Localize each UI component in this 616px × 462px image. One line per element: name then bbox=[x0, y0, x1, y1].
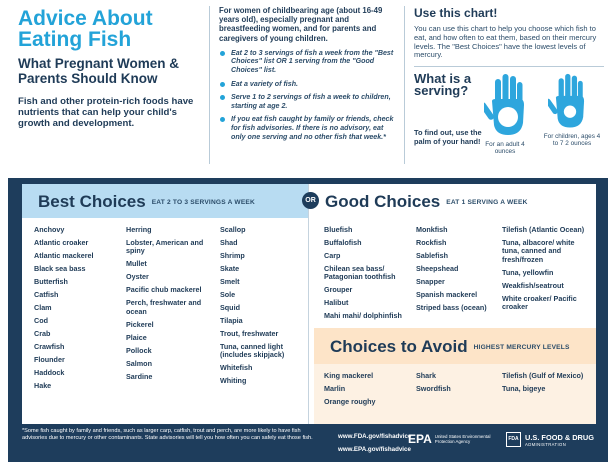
list-item: Tilefish (Atlantic Ocean) bbox=[502, 225, 585, 234]
list-item: Flounder bbox=[34, 355, 65, 364]
list-item: Tilapia bbox=[220, 316, 243, 325]
list-item: Salmon bbox=[126, 358, 152, 368]
list-item: Bluefish bbox=[324, 225, 353, 234]
bullet-icon bbox=[220, 117, 225, 122]
good-choices-title: Good Choices bbox=[325, 192, 441, 211]
list-item: Butterfish bbox=[34, 277, 68, 286]
list-item: Spanish mackerel bbox=[416, 290, 478, 299]
list-item: Black sea bass bbox=[34, 264, 86, 273]
list-item: Swordfish bbox=[416, 384, 451, 393]
list-item: Lobster, American and spiny bbox=[126, 238, 204, 256]
list-item: Sheepshead bbox=[416, 264, 459, 273]
list-item: Skate bbox=[220, 264, 240, 273]
divider bbox=[414, 66, 604, 67]
list-item: Herring bbox=[126, 225, 152, 234]
footer bbox=[22, 428, 596, 458]
intro-text: Fish and other protein-rich foods have nutrients that can help your child's growth and development. bbox=[18, 96, 194, 129]
page-subtitle: What Pregnant Women & Parents Should Know bbox=[18, 56, 180, 86]
list-item: Clam bbox=[34, 303, 52, 312]
child-caption: For children, ages 4 to 7 2 ounces bbox=[543, 133, 601, 148]
best-choices-note: EAT 2 TO 3 SERVINGS A WEEK bbox=[151, 199, 255, 207]
footer-links bbox=[338, 430, 411, 456]
list-item: Marlin bbox=[324, 384, 346, 393]
list-item: Smelt bbox=[220, 277, 240, 286]
fda-logo bbox=[506, 432, 594, 447]
advice-column bbox=[219, 6, 397, 146]
serving-section bbox=[414, 73, 610, 168]
list-item: Pickerel bbox=[126, 319, 154, 329]
avoid-list-3 bbox=[502, 372, 592, 398]
epa-logo bbox=[408, 432, 495, 446]
divider bbox=[404, 6, 405, 164]
list-item: Trout, freshwater bbox=[220, 329, 279, 338]
list-item: Weakfish/seatrout bbox=[502, 280, 564, 290]
good-choices-list-1 bbox=[324, 226, 408, 325]
epa-logo-text: EPA bbox=[408, 432, 432, 446]
list-item: Chilean sea bass/ Patagonian toothfish bbox=[324, 264, 396, 282]
advice-item: Eat a variety of fish. bbox=[219, 80, 397, 89]
page-title: Advice About Eating Fish bbox=[18, 7, 153, 51]
list-item: Catfish bbox=[34, 290, 59, 299]
list-item: Mahi mahi/ dolphinfish bbox=[324, 311, 402, 321]
list-item: Whiting bbox=[220, 376, 247, 386]
fda-logo-subtext: ADMINISTRATION bbox=[525, 441, 567, 447]
list-item: Cod bbox=[34, 316, 48, 325]
best-choices-list-2 bbox=[126, 226, 212, 386]
bullet-icon bbox=[220, 51, 225, 56]
list-item: Monkfish bbox=[416, 225, 448, 234]
avoid-choices-note: HIGHEST MERCURY LEVELS bbox=[473, 344, 570, 352]
list-item: Haddock bbox=[34, 368, 65, 377]
epa-logo-subtext: United States Environmental Protection Agency bbox=[434, 434, 491, 444]
list-item: Squid bbox=[220, 303, 240, 312]
adult-caption: For an adult 4 ounces bbox=[485, 141, 525, 156]
advice-item: If you eat fish caught by family or friends, check for fish advisories. If there is no advisory, eat only one serving and no other fish that week.* bbox=[219, 115, 397, 141]
list-item: Atlantic croaker bbox=[34, 238, 89, 247]
list-item: Pacific chub mackerel bbox=[126, 285, 202, 295]
list-item: Tuna, canned light (includes skipjack) bbox=[220, 342, 285, 360]
fda-logo-text: U.S. FOOD & DRUG bbox=[525, 432, 594, 442]
use-chart-text: You can use this chart to help you choose which fish to eat, and how often to eat them, based on their mercury levels. The "Best Choices" have the lowest levels of mercury. bbox=[414, 24, 597, 60]
list-item: Crab bbox=[34, 329, 51, 338]
list-item: Rockfish bbox=[416, 238, 447, 247]
list-item: Shark bbox=[416, 371, 436, 380]
list-item: Perch, freshwater and ocean bbox=[126, 298, 202, 316]
serving-note: To find out, use the palm of your hand! bbox=[414, 128, 482, 146]
list-item: Tuna, yellowfin bbox=[502, 267, 554, 277]
advice-lead: For women of childbearing age (about 16-49 years old), especially pregnant and breastfeeding women, and for parents and caregivers of young children. bbox=[219, 6, 383, 43]
good-choices-header bbox=[308, 184, 596, 218]
advice-list bbox=[219, 49, 397, 141]
fish-chart bbox=[22, 184, 596, 424]
list-item: Buffalofish bbox=[324, 238, 362, 247]
avoid-choices-area bbox=[314, 364, 596, 424]
list-item: Oyster bbox=[126, 272, 149, 282]
serving-title: What is a serving? bbox=[414, 71, 472, 99]
best-choices-list-1 bbox=[34, 226, 116, 395]
divider bbox=[308, 218, 309, 424]
avoid-choices-header bbox=[314, 328, 596, 364]
list-item: Shrimp bbox=[220, 251, 245, 260]
best-choices-list-3 bbox=[220, 226, 304, 390]
fda-link[interactable]: www.FDA.gov/fishadvice bbox=[338, 433, 412, 440]
good-choices-list-3 bbox=[502, 226, 592, 316]
list-item: Plaice bbox=[126, 332, 147, 342]
list-item: Tilefish (Gulf of Mexico) bbox=[502, 371, 584, 380]
footnote: *Some fish caught by family and friends, such as larger carp, catfish, trout and perch, are more likely to have fish advisories due to mercury or other contaminants. State advisories will tell you how often you can safely eat those fish. bbox=[22, 428, 313, 441]
title-column bbox=[18, 8, 203, 129]
list-item: Anchovy bbox=[34, 225, 65, 234]
good-choices-note: EAT 1 SERVING A WEEK bbox=[446, 199, 528, 207]
avoid-list-2 bbox=[416, 372, 496, 398]
good-choices-list-2 bbox=[416, 226, 496, 317]
list-item: Snapper bbox=[416, 277, 445, 286]
use-chart-title: Use this chart! bbox=[414, 6, 498, 20]
list-item: Whitefish bbox=[220, 363, 253, 373]
chart-help-column bbox=[414, 6, 610, 168]
best-choices-header bbox=[22, 184, 308, 218]
advice-item: Eat 2 to 3 servings of fish a week from the "Best Choices" list OR 1 serving from the "Good Choices" list. bbox=[219, 49, 397, 75]
list-item: Scallop bbox=[220, 225, 246, 234]
list-item: White croaker/ Pacific croaker bbox=[502, 293, 577, 312]
epa-link[interactable]: www.EPA.gov/fishadvice bbox=[338, 446, 411, 453]
list-item: Crawfish bbox=[34, 342, 65, 351]
list-item: Tuna, albacore/ white tuna, canned and fresh/frozen bbox=[502, 238, 575, 264]
list-item: Sardine bbox=[126, 371, 153, 381]
or-badge: OR bbox=[302, 192, 319, 209]
list-item: King mackerel bbox=[324, 371, 374, 380]
list-item: Tuna, bigeye bbox=[502, 384, 546, 393]
fish-chart-panel bbox=[8, 178, 608, 462]
list-item: Grouper bbox=[324, 285, 353, 295]
avoid-choices-title: Choices to Avoid bbox=[330, 337, 468, 356]
list-item: Hake bbox=[34, 381, 52, 390]
bullet-icon bbox=[220, 82, 225, 87]
best-choices-title: Best Choices bbox=[38, 192, 146, 211]
list-item: Pollock bbox=[126, 345, 152, 355]
list-item: Sablefish bbox=[416, 251, 448, 260]
avoid-list-1 bbox=[324, 372, 406, 411]
list-item: Halibut bbox=[324, 298, 349, 308]
divider bbox=[209, 6, 210, 164]
list-item: Shad bbox=[220, 238, 238, 247]
fda-box-icon: FDA bbox=[506, 432, 521, 447]
advice-item: Serve 1 to 2 servings of fish a week to children, starting at age 2. bbox=[219, 93, 397, 110]
list-item: Striped bass (ocean) bbox=[416, 303, 487, 312]
adult-hand-icon bbox=[484, 73, 532, 139]
list-item: Orange roughy bbox=[324, 397, 376, 406]
bullet-icon bbox=[220, 95, 225, 100]
list-item: Atlantic mackerel bbox=[34, 251, 94, 260]
list-item: Sole bbox=[220, 290, 236, 299]
list-item: Mullet bbox=[126, 259, 147, 269]
child-hand-icon bbox=[548, 73, 592, 131]
top-section bbox=[0, 0, 616, 175]
list-item: Carp bbox=[324, 251, 341, 260]
